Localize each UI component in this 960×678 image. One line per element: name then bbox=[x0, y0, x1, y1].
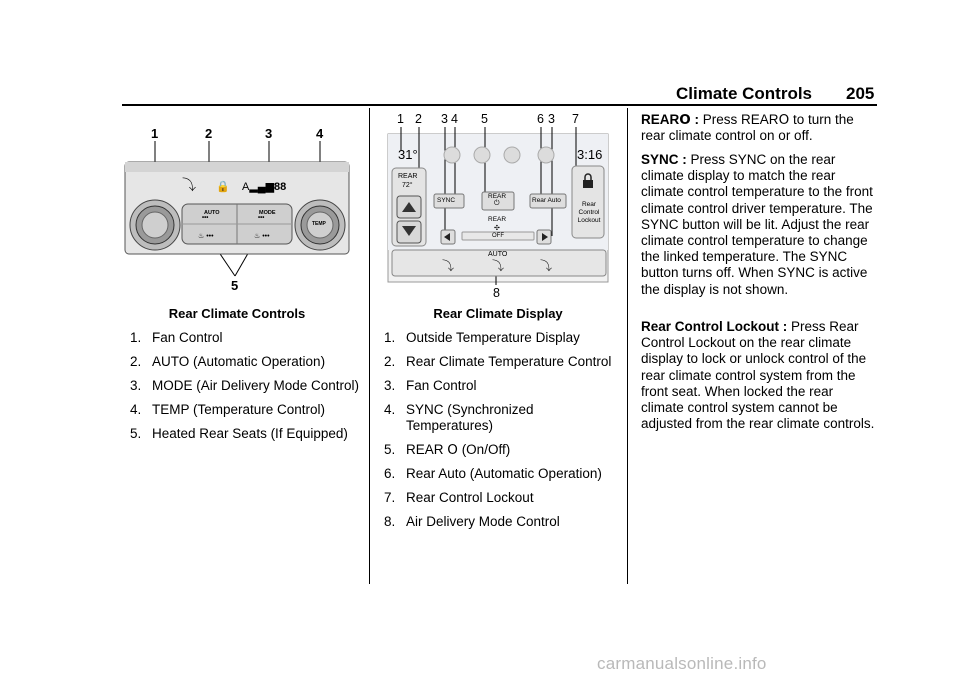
callout-2: 2 bbox=[205, 126, 213, 141]
column-divider-2 bbox=[627, 108, 628, 584]
callout-3b: 3 bbox=[548, 112, 555, 126]
rear-temp-value: 72° bbox=[402, 182, 413, 189]
rear-climate-display-figure bbox=[386, 110, 610, 300]
figure1-caption: Rear Climate Controls bbox=[168, 306, 306, 321]
rear-climate-controls-list bbox=[130, 330, 362, 450]
svg-text:A▂▄▆: A▂▄▆ bbox=[242, 181, 275, 193]
svg-text:⤵: ⤵ bbox=[182, 177, 196, 193]
callout-4: 4 bbox=[451, 112, 458, 126]
list-item: 8. Air Delivery Mode Control bbox=[384, 514, 560, 529]
clock: 3:16 bbox=[577, 147, 603, 162]
callout-5: 5 bbox=[231, 278, 239, 293]
watermark: carmanualsonline.info bbox=[597, 654, 767, 673]
list-item: 2. AUTO (Automatic Operation) bbox=[130, 354, 326, 369]
auto-button-label: AUTO bbox=[204, 210, 220, 216]
svg-text:⤵: ⤵ bbox=[540, 259, 553, 273]
fan-off-label: OFF bbox=[492, 233, 504, 239]
list-item: 7. Rear Control Lockout bbox=[384, 490, 534, 505]
column-divider-1 bbox=[369, 108, 370, 584]
list-item: 2. Rear Climate Temperature Control bbox=[384, 354, 612, 369]
rear-temp-label: REAR bbox=[398, 173, 418, 180]
page-number: 205 bbox=[846, 84, 875, 103]
svg-text:🔒: 🔒 bbox=[216, 181, 230, 193]
rear-control-lockout-description: Rear Control Lockout : Press Rear Control Lockout on the rear climate display to lock or unlock control of the rear climate control system from the front seat. When locked the rear climate control system cannot be adjusted from the rear climate controls. bbox=[641, 319, 875, 432]
rear-control-lockout-button[interactable]: Rear Control Lockout bbox=[577, 201, 601, 224]
callout-7: 7 bbox=[572, 112, 579, 126]
svg-text:88: 88 bbox=[274, 181, 287, 193]
rear-climate-controls-figure bbox=[124, 124, 350, 296]
header-rule bbox=[122, 104, 877, 106]
callout-3: 3 bbox=[265, 126, 273, 141]
sync-button[interactable]: SYNC bbox=[437, 197, 456, 204]
callout-2: 2 bbox=[415, 112, 422, 126]
power-icon: O bbox=[447, 442, 458, 458]
power-icon: O bbox=[778, 112, 790, 128]
svg-text:⤵: ⤵ bbox=[492, 259, 505, 273]
list-item: 1. Outside Temperature Display bbox=[384, 330, 580, 345]
mode-button-label: MODE bbox=[259, 210, 276, 216]
fan-icon: ✣ bbox=[494, 225, 500, 232]
list-item: 4. TEMP (Temperature Control) bbox=[130, 402, 326, 417]
list-item: 6. Rear Auto (Automatic Operation) bbox=[384, 466, 602, 481]
page-header-title: Climate Controls bbox=[676, 84, 813, 103]
rear-power-description: REARO : Press REARO to turn the rear climate control on or off. bbox=[641, 112, 854, 144]
callout-8: 8 bbox=[493, 286, 500, 300]
auto-bar-label: AUTO bbox=[488, 251, 508, 258]
callout-3: 3 bbox=[441, 112, 448, 126]
svg-text:♨ •••: ♨ ••• bbox=[198, 233, 214, 240]
figure2-caption: Rear Climate Display bbox=[433, 306, 563, 321]
list-item: 1. Fan Control bbox=[130, 330, 223, 345]
callout-6: 6 bbox=[537, 112, 544, 126]
rear-climate-display-list bbox=[384, 330, 620, 538]
callout-5: 5 bbox=[481, 112, 488, 126]
list-item: 5. REAR O (On/Off) bbox=[384, 442, 511, 458]
svg-text:♨ •••: ♨ ••• bbox=[254, 233, 270, 240]
list-item: 3. MODE (Air Delivery Mode Control) bbox=[130, 378, 360, 393]
rear-auto-button[interactable]: Rear Auto bbox=[532, 197, 561, 204]
list-item: 3. Fan Control bbox=[384, 378, 477, 393]
fan-rear-label: REAR bbox=[488, 216, 507, 223]
callout-4: 4 bbox=[316, 126, 324, 141]
rear-climate-controls-drawing bbox=[124, 124, 350, 296]
rear-power-button[interactable]: REAR bbox=[488, 193, 507, 200]
temp-knob-label: TEMP bbox=[312, 221, 326, 227]
svg-text:⤵: ⤵ bbox=[442, 259, 455, 273]
power-icon: O bbox=[679, 112, 691, 128]
power-icon: ⏻ bbox=[494, 200, 500, 207]
list-item: 4. SYNC (Synchronized Temperatures) bbox=[384, 402, 534, 433]
svg-text:•••: ••• bbox=[258, 215, 265, 221]
list-item: 5. Heated Rear Seats (If Equipped) bbox=[130, 426, 348, 441]
svg-text:•••: ••• bbox=[202, 215, 209, 221]
sync-description: SYNC : Press SYNC on the rear climate display to match the rear climate control temperature to the front climate control driver temperature. The SYNC button will be lit. Adjust the rear climate control temperature to change the linked temperature. The SYNC button turns off. When SYNC is active the display is not shown. bbox=[641, 152, 873, 297]
callout-1: 1 bbox=[397, 112, 404, 126]
outside-temperature: 31° bbox=[398, 147, 418, 162]
callout-1: 1 bbox=[151, 126, 159, 141]
